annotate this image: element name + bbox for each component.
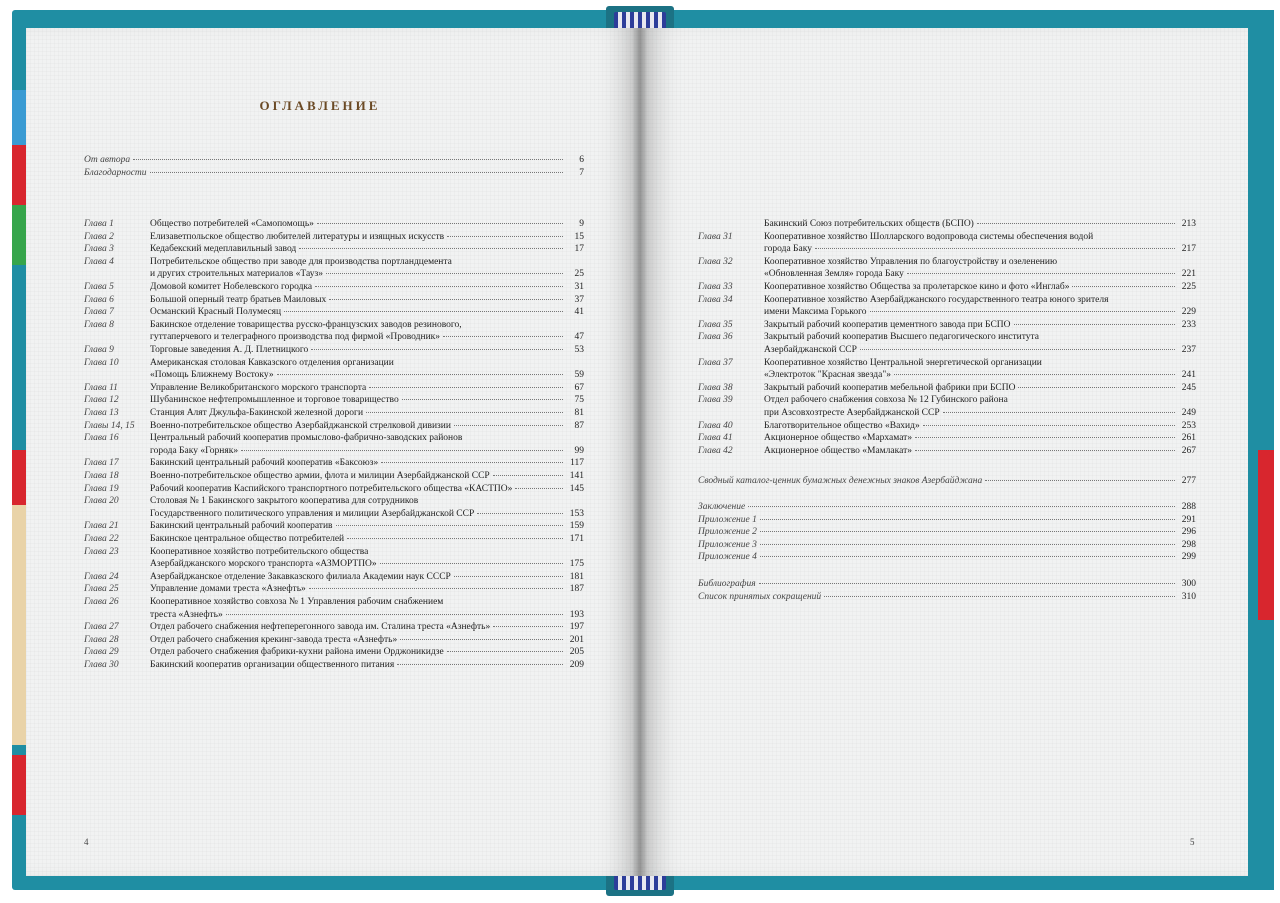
toc-entry-page: 17	[574, 244, 584, 255]
toc-entry	[698, 256, 1196, 281]
toc-entry	[698, 394, 1196, 419]
toc-entry-page: 59	[574, 370, 584, 381]
dot-leader	[443, 336, 563, 337]
toc-entry	[84, 294, 584, 307]
toc-entry-title: «Помощь Ближнему Востоку»	[150, 370, 274, 381]
toc-entry-title: Список принятых сокращений	[698, 591, 822, 602]
toc-entry-label: Глава 3	[84, 244, 114, 255]
toc-entry	[698, 432, 1196, 445]
toc-entry-page: 181	[569, 571, 584, 582]
toc-entry	[84, 154, 584, 167]
toc-entry-page: 41	[574, 307, 584, 318]
toc-entry-title: имени Максима Горького	[764, 307, 867, 318]
toc-entry	[84, 495, 584, 520]
toc-entry	[698, 218, 1196, 231]
toc-entry-label: Глава 27	[84, 622, 119, 633]
toc-entry-label: Глава 33	[698, 282, 733, 292]
toc-entry	[698, 539, 1196, 552]
toc-entry-page: 296	[1181, 527, 1196, 538]
toc-entry-label: Глава 6	[84, 294, 114, 305]
dot-leader	[759, 583, 1175, 584]
toc-entry-label: Глава 23	[84, 546, 119, 557]
toc-entry-page: 67	[574, 382, 584, 393]
toc-entry-label: Глава 9	[84, 345, 114, 355]
dot-leader	[915, 437, 1175, 438]
dot-leader	[915, 450, 1175, 451]
toc-entry	[84, 571, 584, 584]
dot-leader	[515, 488, 563, 489]
dot-leader	[1014, 324, 1175, 325]
dot-leader	[824, 596, 1175, 597]
toc-entry-label: Глава 25	[84, 584, 119, 595]
toc-entry	[84, 596, 584, 621]
toc-entry-label: Глава 5	[84, 282, 114, 292]
toc-entry-page: 267	[1181, 445, 1196, 456]
toc-entry-page: 53	[574, 345, 584, 355]
toc-entry-page: 81	[574, 408, 584, 418]
toc-entry-title: Заключение	[698, 502, 746, 512]
toc-entry-title: при Азсовхозтресте Азербайджанской ССР	[764, 407, 940, 418]
dot-leader	[299, 248, 563, 249]
dot-leader	[311, 349, 563, 350]
toc-entry-title: Приложение 4	[698, 552, 757, 563]
toc-entry-title: города Баку «Горняк»	[150, 445, 239, 456]
toc-entry-title: Приложение 3	[698, 539, 757, 550]
toc-entry-page: 99	[574, 445, 584, 456]
toc-entry-title: Торговые заведения А. Д. Плетницкого	[150, 345, 309, 355]
toc-entry-title: Отдел рабочего снабжения фабрики-кухни района имени Орджоникидзе	[150, 647, 444, 658]
toc-entry-title: Приложение 1	[698, 514, 757, 525]
toc-entry	[698, 281, 1196, 294]
toc-entry	[84, 167, 584, 180]
dot-leader	[397, 664, 563, 665]
toc-entry-page: 31	[574, 282, 584, 292]
page-number-right: 5	[1190, 837, 1195, 847]
toc-entry-page: 261	[1181, 433, 1196, 444]
toc-entry-label: Глава 18	[84, 471, 119, 481]
toc-entry-title: Бакинское центральное общество потребителей	[150, 534, 345, 544]
toc-entry-page: 310	[1181, 591, 1196, 602]
toc-entry-label: Глава 4	[84, 256, 114, 267]
toc-entry-title: Военно-потребительское общество армии, флота и милиции Азербайджанской ССР	[150, 471, 490, 481]
toc-entry-title: Благодарности	[84, 167, 147, 178]
toc-entry-page: 47	[574, 332, 584, 343]
toc-entry	[84, 281, 584, 294]
toc-entry	[698, 445, 1196, 458]
toc-entry-page: 117	[570, 458, 584, 469]
toc-entry	[84, 457, 584, 470]
toc-entry-title: Управление Великобританского морского транспорта	[150, 382, 367, 393]
dot-leader	[477, 513, 563, 514]
toc-entry-title: Кооперативное хозяйство Шолларского водопровода системы обеспечения водой	[764, 231, 1094, 242]
toc-entry	[84, 319, 584, 344]
dot-leader	[870, 311, 1175, 312]
toc-entry-title: Государственного политического управления и милиции Азербайджанской ССР	[150, 508, 475, 519]
dot-leader	[326, 273, 563, 274]
dot-leader	[315, 286, 563, 287]
toc-entry-title: Бакинский Союз потребительских обществ (БСПО)	[764, 219, 974, 229]
toc-entry	[698, 591, 1196, 604]
toc-entry-title: Приложение 2	[698, 527, 757, 538]
toc-entry-label: Глава 42	[698, 445, 733, 456]
toc-entry-page: 237	[1181, 344, 1196, 355]
toc-entry-page: 187	[569, 584, 584, 595]
toc-entry-page: 245	[1181, 382, 1196, 393]
toc-entry-page: 6	[579, 155, 584, 165]
toc-entry	[84, 533, 584, 546]
toc-entry-label: Глава 13	[84, 408, 119, 418]
toc-entry-title: Азербайджанской ССР	[764, 344, 857, 355]
toc-entry	[84, 646, 584, 659]
toc-entry-page: 141	[569, 471, 584, 481]
dot-leader	[977, 223, 1175, 224]
toc-entry-title: «Обновленная Земля» города Баку	[764, 269, 904, 280]
toc-entry-page: 153	[569, 508, 584, 519]
toc-entry-title: Большой оперный театр братьев Маиловых	[150, 294, 327, 305]
toc-entry	[698, 475, 1196, 488]
toc-entry	[84, 344, 584, 357]
toc-entry-title: Потребительское общество при заводе для производства портландцемента	[150, 256, 452, 267]
toc-entry-label: Глава 8	[84, 319, 114, 330]
toc-entry-label: Глава 31	[698, 231, 733, 242]
toc-entry-page: 300	[1181, 579, 1196, 589]
dot-leader	[748, 506, 1175, 507]
toc-entry	[84, 621, 584, 634]
dot-leader	[369, 387, 563, 388]
toc-entry-title: Акционерное общество «Мамлакат»	[764, 445, 912, 456]
toc-entry	[84, 218, 584, 231]
toc-title: ОГЛАВЛЕНИЕ	[259, 98, 381, 113]
toc-entry-title: Азербайджанское отделение Закавказского филиала Академии наук СССР	[150, 571, 451, 582]
toc-entry-page: 75	[574, 395, 584, 406]
toc-entry	[698, 501, 1196, 514]
toc-entry-label: Глава 22	[84, 534, 119, 544]
dot-leader	[284, 311, 563, 312]
toc-entry-title: Азербайджанского морского транспорта «АЗМОРТПО»	[150, 559, 377, 570]
toc-entry	[698, 294, 1196, 319]
toc-entry-label: Глава 11	[84, 382, 118, 393]
toc-entry-title: «Электроток "Красная звезда"»	[764, 370, 891, 381]
toc-entry-label: Глава 40	[698, 420, 733, 431]
toc-entry	[84, 357, 584, 382]
dot-leader	[760, 544, 1175, 545]
toc-entry	[698, 514, 1196, 527]
toc-entry-page: 205	[569, 647, 584, 658]
toc-entry	[84, 483, 584, 496]
toc-entry	[698, 420, 1196, 433]
dot-leader	[309, 588, 563, 589]
toc-entry-title: Кооперативное хозяйство Управления по благоустройству и озеленению	[764, 256, 1058, 267]
toc-entry-label: Глава 32	[698, 256, 733, 267]
toc-entry-title: Кооперативное хозяйство потребительского общества	[150, 546, 369, 557]
dot-leader	[347, 538, 563, 539]
toc-entry-title: Домовой комитет Нобелевского городка	[150, 282, 313, 292]
toc-entry-page: 229	[1181, 307, 1196, 318]
dot-leader	[1018, 387, 1175, 388]
toc-entry	[84, 306, 584, 319]
toc-entry-title: Сводный каталог-ценник бумажных денежных знаков Азербайджана	[698, 476, 983, 486]
toc-entry-label: Глава 36	[698, 332, 733, 343]
toc-entry-title: Военно-потребительское общество Азербайджанской стрелковой дивизии	[150, 420, 451, 431]
toc-entry-label: Глава 29	[84, 647, 119, 658]
dot-leader	[380, 563, 563, 564]
toc-entry-page: 249	[1181, 407, 1196, 418]
toc-entry-label: Глава 16	[84, 433, 119, 444]
toc-entry-title: Елизаветпольское общество любителей литературы и изящных искусств	[150, 231, 445, 242]
toc-entry-page: 299	[1181, 552, 1196, 563]
toc-entry-title: Бакинский центральный рабочий кооператив «Баксоюз»	[150, 458, 379, 469]
toc-entry-page: 15	[574, 231, 584, 242]
dot-leader	[493, 626, 563, 627]
toc-entry-title: города Баку	[764, 244, 812, 255]
toc-entry-title: и других строительных материалов «Тауз»	[150, 269, 323, 280]
toc-entry-page: 217	[1181, 244, 1196, 255]
dot-leader	[760, 519, 1175, 520]
toc-entry-label: Глава 10	[84, 357, 119, 368]
toc-entry-page: 298	[1181, 539, 1196, 550]
toc-entry-page: 241	[1181, 370, 1196, 381]
toc-entry-page: 225	[1181, 282, 1196, 292]
dot-leader	[226, 614, 563, 615]
cover-right-edge	[1258, 10, 1274, 890]
dot-leader	[1072, 286, 1175, 287]
dot-leader	[454, 425, 563, 426]
toc-entry-title: Отдел рабочего снабжения нефтеперегонного завода им. Сталина треста «Азнефть»	[150, 622, 491, 633]
toc-entry-page: 87	[574, 420, 584, 431]
toc-entry-title: Столовая № 1 Бакинского закрытого кооператива для сотрудников	[150, 496, 419, 507]
toc-entry-label: Глава 28	[84, 634, 119, 645]
toc-entry-label: Глава 38	[698, 382, 733, 393]
toc-entry-title: Станция Алят Джульфа-Бакинской железной дороги	[150, 408, 364, 418]
toc-entry-page: 193	[569, 609, 584, 620]
toc-entry-page: 277	[1181, 476, 1196, 486]
toc-entry-page: 201	[569, 634, 584, 645]
toc-entry	[84, 470, 584, 483]
toc-entry-title: Кооперативное хозяйство Общества за пролетарское кино и фото «Инглаб»	[764, 282, 1070, 292]
page-number-left: 4	[84, 837, 89, 847]
toc-entry-title: Закрытый рабочий кооператив цементного завода при БСПО	[764, 319, 1011, 330]
toc-entry	[84, 420, 584, 433]
toc-entry	[698, 382, 1196, 395]
toc-entry	[698, 551, 1196, 564]
dot-leader	[894, 374, 1175, 375]
toc-entry-title: Кооперативное хозяйство совхоза № 1 Управления рабочим снабжением	[150, 597, 444, 607]
toc-entry	[698, 331, 1196, 356]
toc-entry-title: Управление домами треста «Азнефть»	[150, 584, 306, 595]
toc-entry-label: Глава 12	[84, 395, 119, 406]
toc-entry-title: Бакинское отделение товарищества русско-французских заводов резинового,	[150, 319, 462, 330]
dot-leader	[454, 576, 563, 577]
toc-entry-page: 37	[574, 294, 584, 305]
dot-leader	[241, 450, 563, 451]
dot-leader	[493, 475, 563, 476]
dot-leader	[923, 425, 1175, 426]
toc-entry-label: Глава 20	[84, 496, 119, 507]
toc-entry-page: 213	[1181, 219, 1196, 229]
dot-leader	[381, 462, 563, 463]
toc-entry	[84, 243, 584, 256]
toc-entry	[84, 394, 584, 407]
toc-entry	[84, 231, 584, 244]
toc-entry-title: Отдел рабочего снабжения крекинг-завода треста «Азнефть»	[150, 634, 398, 645]
toc-entry	[698, 231, 1196, 256]
toc-entry	[698, 578, 1196, 591]
toc-entry-title: Бакинский кооператив организации общественного питания	[150, 660, 395, 670]
toc-entry-label: Глава 35	[698, 319, 733, 330]
toc-entry-page: 171	[569, 534, 584, 544]
toc-entry-page: 233	[1181, 319, 1196, 330]
toc-entry-title: Бакинский центральный рабочий кооператив	[150, 521, 333, 532]
toc-entry-title: треста «Азнефть»	[150, 609, 223, 620]
toc-entry-title: Акционерное общество «Мархамат»	[764, 433, 913, 444]
dot-leader	[943, 412, 1175, 413]
toc-entry-page: 209	[569, 660, 584, 670]
toc-entry-title: Центральный рабочий кооператив промыслово-фабрично-заводских районов	[150, 433, 463, 444]
dot-leader	[317, 223, 563, 224]
toc-entry-label: Глава 41	[698, 433, 733, 444]
toc-entry-label: Глава 1	[84, 219, 114, 229]
dot-leader	[402, 399, 563, 400]
dot-leader	[447, 236, 563, 237]
toc-entry-label: Глава 19	[84, 483, 119, 494]
dot-leader	[815, 248, 1175, 249]
toc-entry-title: Благотворительное общество «Вахид»	[764, 420, 920, 431]
toc-entry-label: Глава 39	[698, 395, 733, 406]
toc-entry	[698, 526, 1196, 539]
toc-entry-page: 145	[569, 483, 584, 494]
toc-entry-page: 197	[569, 622, 584, 633]
dot-leader	[400, 639, 563, 640]
toc-entry-label: Глава 24	[84, 571, 119, 582]
toc-entry-label: Глава 34	[698, 294, 733, 305]
toc-entry-title: Рабочий кооператив Каспийского транспортного потребительского общества «КАСТПО»	[150, 483, 513, 494]
toc-entry-title: Закрытый рабочий кооператив Высшего педагогического института	[764, 332, 1039, 343]
dot-leader	[329, 299, 563, 300]
toc-entry	[84, 659, 584, 672]
toc-entry	[84, 382, 584, 395]
toc-entry-page: 253	[1181, 420, 1196, 431]
toc-entry	[84, 634, 584, 647]
toc-entry-title: гуттаперчевого и телеграфного производства под фирмой «Проводник»	[150, 332, 441, 343]
gutter-shadow	[632, 28, 648, 876]
toc-entry	[84, 407, 584, 420]
toc-entry-label: Глава 21	[84, 521, 119, 532]
dot-leader	[133, 159, 563, 160]
toc-entry-page: 9	[579, 219, 584, 229]
dot-leader	[336, 525, 563, 526]
toc-entry-title: Библиография	[698, 579, 756, 589]
toc-entry	[84, 520, 584, 533]
toc-entry-title: Кедабекский медеплавильный завод	[150, 244, 297, 255]
dot-leader	[150, 172, 563, 173]
toc-entry-label: Глава 7	[84, 307, 114, 318]
toc-entry	[698, 319, 1196, 332]
toc-entry-page: 7	[579, 167, 584, 178]
toc-entry-title: Шубанинское нефтепромышленное и торговое товарищество	[150, 395, 399, 406]
toc-entry-page: 25	[574, 269, 584, 280]
toc-entry-label: Глава 17	[84, 458, 119, 469]
toc-entry-title: Кооперативное хозяйство Центральной энергетической организации	[764, 357, 1042, 368]
toc-entry	[84, 583, 584, 596]
toc-entry	[84, 256, 584, 281]
dot-leader	[760, 531, 1175, 532]
toc-entry	[84, 432, 584, 457]
toc-entry-page: 221	[1181, 269, 1196, 280]
dot-leader	[985, 480, 1175, 481]
dot-leader	[366, 412, 563, 413]
toc-entry-title: Закрытый рабочий кооператив мебельной фабрики при БСПО	[764, 382, 1016, 393]
dot-leader	[907, 273, 1175, 274]
toc-entry-label: Главы 14, 15	[84, 420, 135, 431]
dot-leader	[860, 349, 1175, 350]
toc-entry-page: 175	[569, 559, 584, 570]
toc-entry-label: Глава 2	[84, 231, 114, 242]
toc-entry-label: Глава 30	[84, 660, 119, 670]
toc-entry-title: Кооперативное хозяйство Азербайджанского государственного театра юного зрителя	[764, 294, 1109, 305]
toc-entry-title: Общество потребителей «Самопомощь»	[150, 219, 314, 229]
toc-entry-title: Американская столовая Кавказского отделения организации	[150, 357, 394, 368]
toc-entry	[698, 357, 1196, 382]
toc-entry-title: Османский Красный Полумесяц	[150, 307, 282, 318]
dot-leader	[760, 556, 1175, 557]
toc-entry-title: Отдел рабочего снабжения совхоза № 12 Губинского района	[764, 395, 1008, 406]
toc-entry-page: 288	[1181, 502, 1196, 512]
toc-entry-page: 159	[569, 521, 584, 532]
toc-entry-page: 291	[1181, 514, 1196, 525]
toc-entry	[84, 546, 584, 571]
dot-leader	[277, 374, 563, 375]
toc-entry-label: Глава 26	[84, 597, 119, 607]
toc-entry-label: Глава 37	[698, 357, 733, 368]
toc-entry-title: От автора	[84, 155, 131, 165]
dot-leader	[447, 651, 563, 652]
